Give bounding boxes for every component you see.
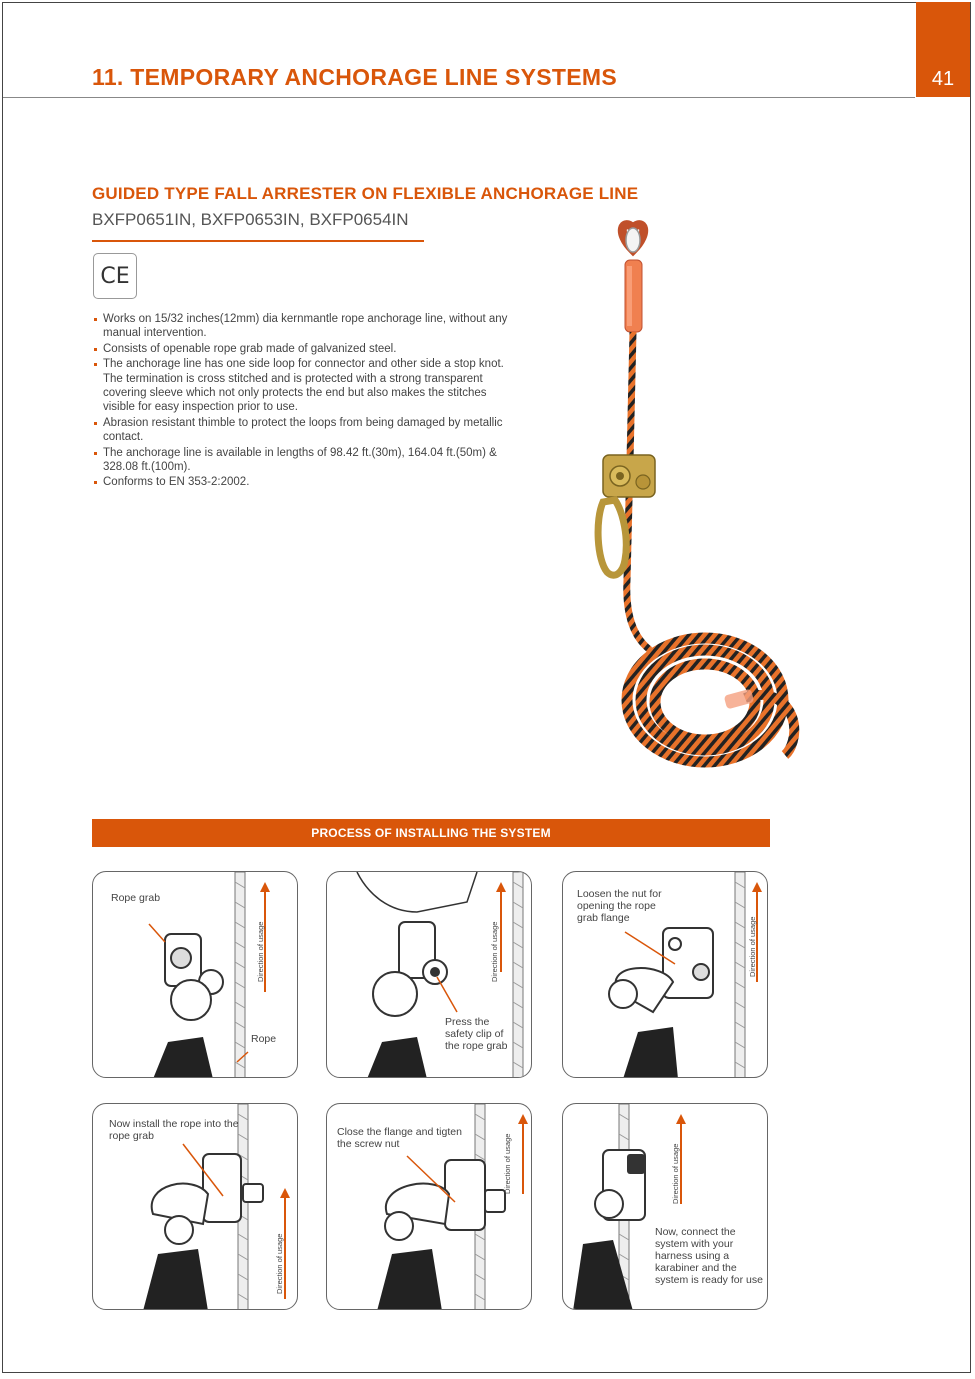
product-codes: BXFP0651IN, BXFP0653IN, BXFP0654IN — [92, 210, 409, 229]
direction-label: Direction of usage — [490, 921, 499, 982]
install-step-3 — [562, 871, 768, 1078]
direction-label: Direction of usage — [275, 1233, 284, 1294]
feature-item: Works on 15/32 inches(12mm) dia kernmantle rope anchorage line, without any manual intervention. — [100, 312, 520, 341]
direction-label: Direction of usage — [671, 1143, 680, 1204]
page-number: 41 — [931, 68, 955, 90]
step-label-rope: Rope — [251, 1033, 277, 1045]
direction-label: Direction of usage — [256, 921, 265, 982]
install-step-1 — [92, 871, 298, 1078]
step-label-install-rope: Now install the rope into the rope grab — [109, 1118, 239, 1142]
ce-mark-icon: CE — [93, 253, 137, 299]
feature-item: Abrasion resistant thimble to protect the loops from being damaged by metallic contact. — [100, 416, 520, 445]
codes-underline — [92, 240, 424, 242]
process-banner: PROCESS OF INSTALLING THE SYSTEM — [92, 819, 770, 847]
feature-list — [100, 312, 520, 491]
step-label-loosen-nut: Loosen the nut for opening the rope grab flange — [577, 888, 662, 924]
page-title: 11. TEMPORARY ANCHORAGE LINE SYSTEMS — [92, 64, 617, 90]
product-title: GUIDED TYPE FALL ARRESTER ON FLEXIBLE ANCHORAGE LINE — [92, 184, 639, 203]
install-step-2 — [326, 871, 532, 1078]
feature-item: The anchorage line is available in lengths of 98.42 ft.(30m), 164.04 ft.(50m) & 328.08 ft.(100m). — [100, 446, 520, 475]
install-step-6 — [562, 1103, 768, 1310]
install-step-5 — [326, 1103, 532, 1310]
fall-arrester-product-image — [575, 220, 815, 790]
step-label-safety-clip: Press the safety clip of the rope grab — [445, 1016, 508, 1052]
step-label-connect-harness: Now, connect the system with your harness using a karabiner and the system is ready for use — [655, 1226, 763, 1286]
step-label-rope-grab: Rope grab — [111, 892, 161, 904]
feature-item: Consists of openable rope grab made of galvanized steel. — [100, 342, 520, 356]
direction-label: Direction of usage — [503, 1133, 512, 1194]
step-label-close-flange: Close the flange and tigten the screw nut — [337, 1126, 462, 1150]
install-step-4 — [92, 1103, 298, 1310]
header-rule — [3, 97, 915, 98]
feature-item: Conforms to EN 353-2:2002. — [100, 475, 520, 489]
feature-item: The anchorage line has one side loop for connector and other side a stop knot. The termination is cross stitched and is protected with a strong transparent covering sleeve which not only protects the end but also makes the stitches visible for easy inspection prior to use. — [100, 357, 520, 415]
direction-label: Direction of usage — [748, 916, 757, 977]
